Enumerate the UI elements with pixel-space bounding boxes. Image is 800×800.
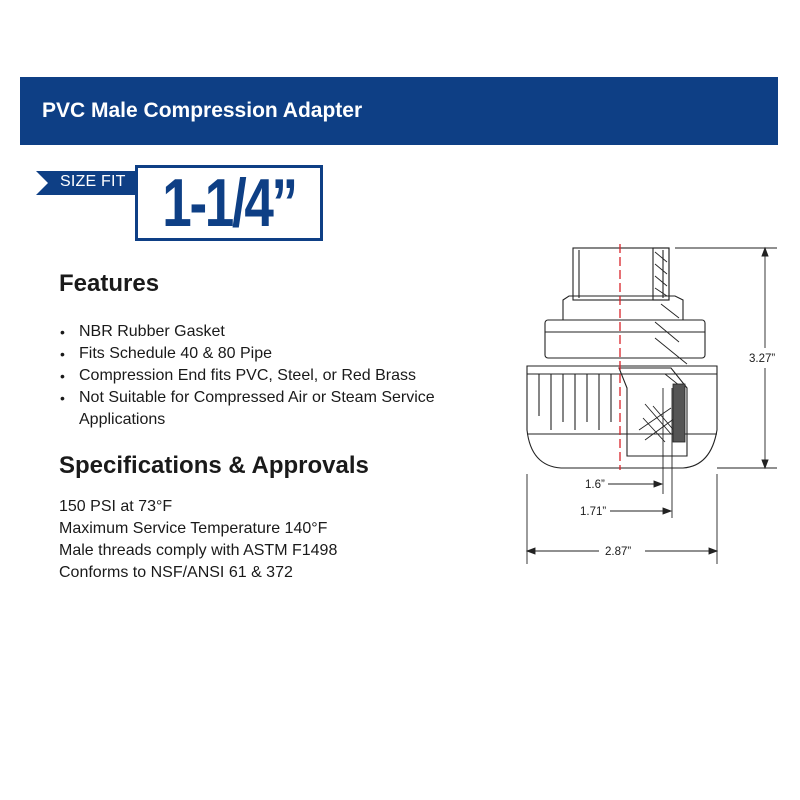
spec-item: Maximum Service Temperature 140°F	[59, 520, 328, 537]
small-dimensions	[608, 388, 672, 518]
features-list	[59, 321, 519, 431]
specs-list	[59, 496, 337, 584]
spec-item: Male threads comply with ASTM F1498	[59, 542, 338, 559]
adapter-outline	[527, 248, 717, 468]
dim-b-label: 1.71”	[580, 506, 607, 518]
bullet-icon: •	[60, 368, 65, 384]
bullet-icon: •	[60, 390, 65, 406]
feature-text: Fits Schedule 40 & 80 Pipe	[79, 345, 273, 362]
size-fit-value: 1-1/4”	[162, 165, 296, 241]
bullet-icon: •	[60, 324, 65, 340]
bullet-icon: •	[60, 346, 65, 362]
size-fit-ribbon	[36, 171, 140, 195]
size-fit-box	[135, 165, 323, 241]
spec-item: Conforms to NSF/ANSI 61 & 372	[59, 564, 293, 581]
dim-width-label: 2.87”	[605, 546, 632, 558]
feature-text: Compression End fits PVC, Steel, or Red Brass	[79, 367, 417, 384]
dim-a-label: 1.6”	[585, 479, 605, 491]
gasket-icon	[673, 384, 685, 442]
adapter-technical-drawing	[515, 238, 790, 573]
list-item	[59, 387, 519, 431]
specs-heading: Specifications & Approvals	[59, 452, 369, 479]
list-item	[59, 321, 519, 343]
size-fit-label: SIZE FIT	[60, 173, 126, 190]
list-item	[59, 365, 519, 387]
dim-height-label: 3.27”	[749, 353, 776, 365]
list-item	[59, 343, 519, 365]
feature-text: Not Suitable for Compressed Air or Steam Service Applications	[79, 389, 435, 428]
spec-item: 150 PSI at 73°F	[59, 498, 173, 515]
feature-text: NBR Rubber Gasket	[79, 323, 225, 340]
header-bar	[20, 77, 778, 145]
page-title: PVC Male Compression Adapter	[42, 99, 363, 122]
features-heading: Features	[59, 270, 160, 297]
